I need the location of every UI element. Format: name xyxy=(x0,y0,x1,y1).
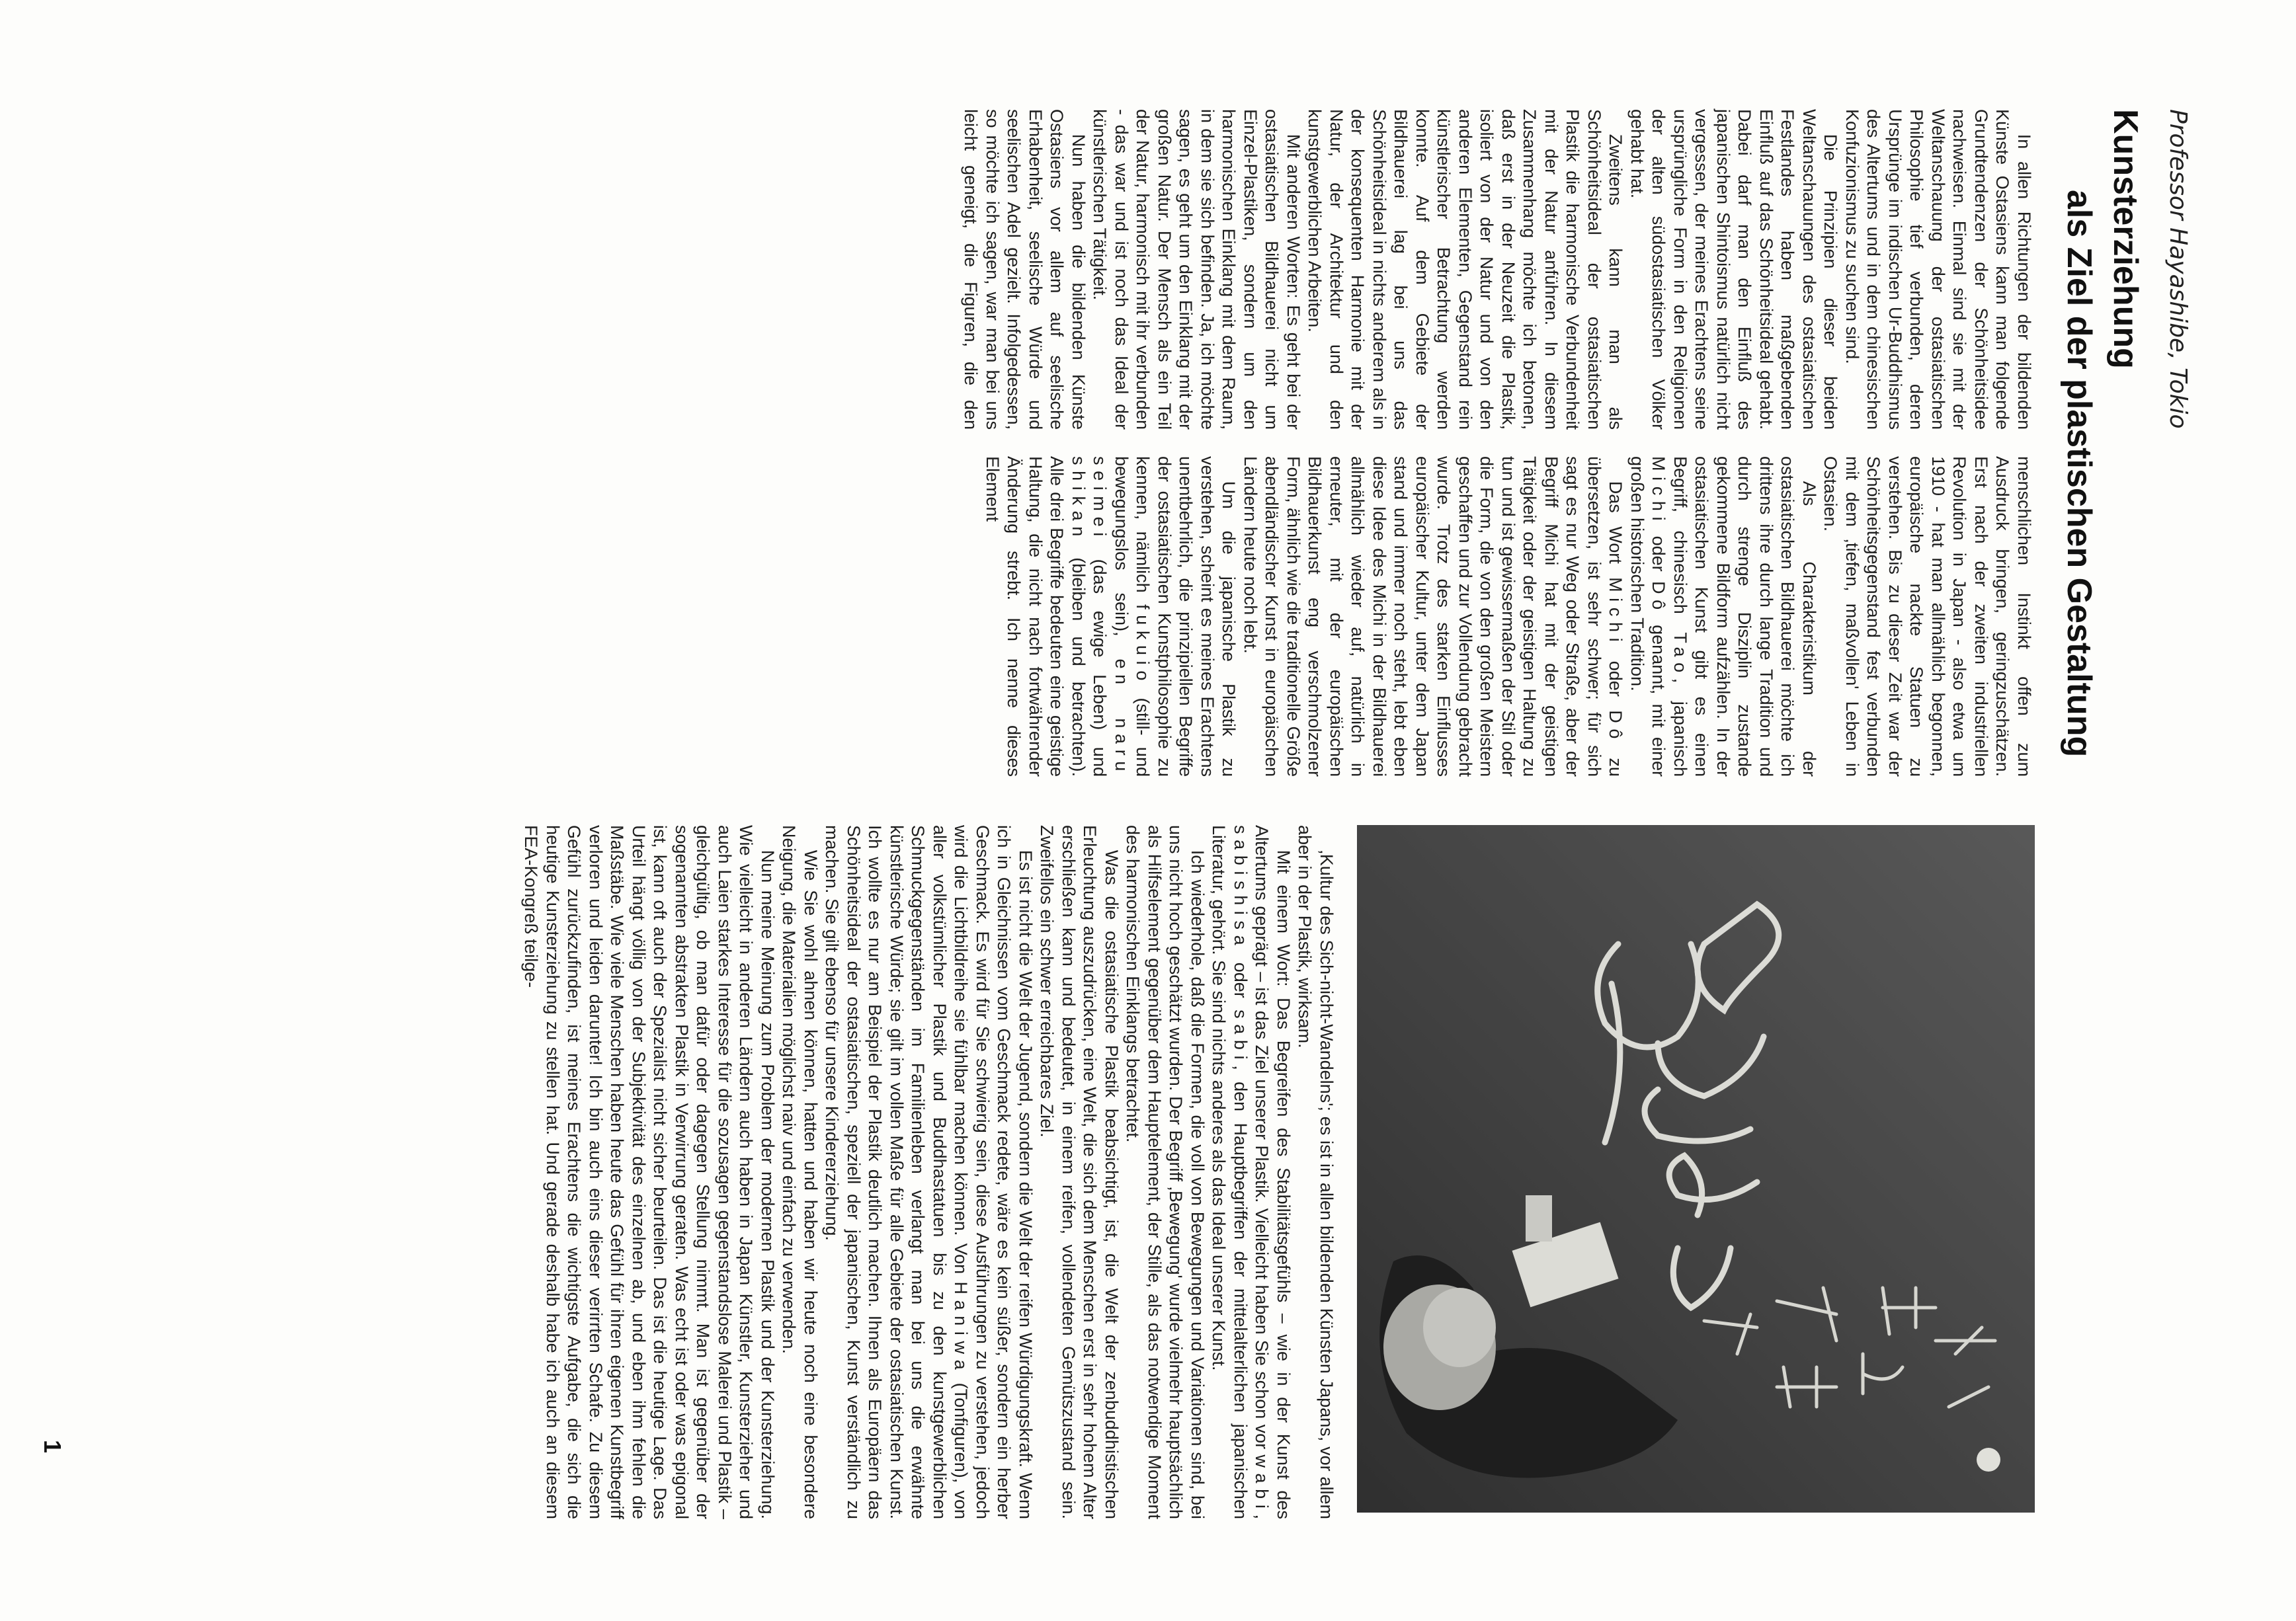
article-body-columns xyxy=(38,109,2035,777)
photo-calligraphy-lecturer xyxy=(1357,825,2035,1513)
paragraph: Wie Sie wohl ahnen können, hatten und haben wir heute noch eine besondere Neigung, die Materialien möglichst naiv und einfach zu verwenden. xyxy=(779,825,821,1519)
article-subtitle: als Ziel der plastischen Gestaltung xyxy=(2060,190,2098,758)
paragraph: Nun meine Meinung zum Problem der modernen Plastik und der Kunsterziehung. Wie vielleicht in anderen Ländern auch haben in Japan Künstler, Kunsterzieher und auch Laien starkes Interesse für die sozusagen gegenstandslose Malerei und Plastik – gleichgültig, ob man dafür oder dagegen Stellung nimmt. Man ist gegenüber der sogenannten abstrakten Plastik in Verwirrung geraten. Was echt ist oder was epigonal ist, kann oft auch der Spezialist nicht sicher beurteilen. Das ist die heutige Lage. Das Urteil hängt völlig von der Subjektivität des einzelnen ab, und eben ihm fehlen die Maßstäbe. Wie viele Menschen haben heute das Gefühl für ihren eigenen Kunstbegriff verloren und leiden darunter! Ich bin auch eins dieser verirrten Schafe. Zu diesem Gefühl zurückzufinden, ist meines Erachtens die wichtigste Aufgabe, die sich die heutige Kunsterziehung zu stellen hat. Und gerade deshalb habe ich auch an diesem FEA-Kongreß teilge- xyxy=(521,825,778,1519)
paragraph: Mit anderen Worten: Es geht bei der ostasiatischen Bildhauerei nicht um Einzel-Plastiken, sondern um den harmonischen Einklang mit dem Raum, in dem sie sich befinden. Ja, ich möchte sagen, es geht um den Einklang mit der großen Natur. Der Mensch als ein Teil der Natur, harmonisch mit ihr verbunden - das war und ist noch das Ideal der künstlerischen Tätigkeit. xyxy=(1090,109,1303,430)
article-body-right-column xyxy=(34,825,1337,1519)
paragraph: Es ist nicht die Welt der Jugend, sondern die Welt der reifen Würdigungskraft. Wenn ich in Gleichnissen vom Geschmack redete, wäre es kein süßer, sondern ein herber Geschmack. Es wird für Sie schwierig sein, diese Ausführungen zu verstehen, jedoch wird die Lichtbildreihe sie fühlbar machen können. Von Haniwa (Tonfiguren), von aller volkstümlicher Plastik und Buddhastatuen bis zu den kunstgewerblichen Schmuckgegenständen im Familienleben verlangt man bei uns die erwähnte künstlerische Würde; sie gilt im vollen Maße für alle Gebiete der ostasiatischen Kunst. Ich wollte es nur am Beispiel der Plastik deutlich machen. Ihnen als Europäern das Schönheitsideal der ostasiatischen, speziell der japanischen, Kunst verständlich zu machen. Sie gilt ebenso für unsere Kindererziehung. xyxy=(822,825,1036,1519)
page-number: 1 xyxy=(39,1440,66,1454)
paragraph: Als Charakteristikum der ostasiatischen Bildhauerei möchte ich drittens ihre durch lange Tradition und durch strenge Disziplin zustande gekommene Bildform aufzählen. In der ostasiatischen Kunst gibt es einen Begriff, chinesisch Tao, japanisch Michi oder Dô genannt, mit einer großen historischen Tradition. xyxy=(1627,456,1819,777)
paragraph: Was die ostasiatische Plastik beabsichtigt, ist, die Welt der zenbuddhistischen Erleuchtung auszudrücken, eine Welt, die sich dem Menschen erst in sehr hohem Alter erschließen kann und bedeutet, in einem reifen, vollendeten Gemütszustand sein. Zweifellos ein schwer erreichbares Ziel. xyxy=(1037,825,1122,1519)
photo-image xyxy=(1357,825,2035,1513)
paragraph: Nun haben die bildenden Künste Ostasiens vor allem auf seelische Erhabenheit, seelische Würde und seelischen Adel gezielt. Infolgedessen, so möchte ich sagen, war man bei uns leicht geneigt, die Figuren, die den menschlichen Instinkt offen zum Ausdruck bringen, geringzuschätzen. Erst nach der zweiten industriellen Revolution in Japan - also etwa um 1910 - hat man allmählich begonnen, europäische nackte Statuen zu verstehen. Bis zu dieser Zeit war der Schönheitsgegenstand fest verbunden mit dem ‚tiefen, maßvollen' Leben in Ostasien. xyxy=(961,109,2034,777)
paragraph: Das Wort Michi oder Dô zu übersetzen, ist sehr schwer; für sich sagt es nur Weg oder Straße, aber der Begriff Michi hat mit der geistigen Tätigkeit oder der geistigen Haltung zu tun und ist gewissermaßen der Stil oder die Form, die von den großen Meistern geschaffen und zur Vollendung gebracht wurde. Trotz des starken Einflusses europäischer Kultur, unter dem Japan stand und immer noch steht, lebt eben diese Idee des Michi in der Bildhauerei allmählich wieder auf, natürlich in erneuter, mit der europäischen Bildhauerkunst eng verschmolzener Form, ähnlich wie die traditionelle Größe abendländischer Kunst in europäischen Ländern heute noch lebt. xyxy=(1241,456,1626,777)
paragraph: ‚Kultur des Sich-nicht-Wandelns'; es ist in allen bildenden Künsten Japans, vor allem aber in der Plastik, wirksam. xyxy=(1295,825,1336,1519)
paragraph: Ich wiederhole, daß die Formen, die voll von Bewegungen und Variationen sind, bei uns nicht hoch geschätzt wurden. Der Begriff ‚Bewegung' wurde vielmehr hauptsächlich als Hilfselement gegenüber dem Hauptelement, der Stille, als das notwendige Moment des harmonischen Einklangs betrachtet. xyxy=(1123,825,1208,1519)
paragraph: Mit einem Wort: Das Begreifen des Stabilitätsgefühls – wie in der Kunst des Altertums geprägt – ist das Ziel unserer Plastik. Vielleicht haben Sie schon vor wabi, sabishisa oder sabi, den Hauptbegriffen der mittelalterlichen japanischen Literatur, gehört. Sie sind nichts anderes als das Ideal unserer Kunst. xyxy=(1209,825,1293,1519)
paragraph: Um die japanische Plastik zu verstehen, scheint es meines Erachtens unentbehrlich, die prinzipiellen Begriffe der ostasiatischen Kunstphilosophie zu kennen, nämlich fukuio (still- und bewegungslos sein), en naru seimei (das ewige Leben) und shikan (bleiben und betrachten). Alle drei Begriffe bedeuten eine geistige Haltung, die nicht nach fortwährender Änderung strebt. Ich nenne dieses Element xyxy=(983,456,1239,777)
author-line: Professor Hayashibe, Tokio xyxy=(2164,109,2192,429)
paragraph: In allen Richtungen der bildenden Künste Ostasiens kann man folgende Grundtendenzen der Schönheitsidee nachweisen. Einmal sind sie mit der Weltanschauung der ostasiatischen Philosophie tief verbunden, deren Ursprünge im indischen Ur-Buddhismus des Altertums und in dem chinesischen Konfuzionismus zu suchen sind. xyxy=(1842,109,2034,430)
paragraph: Die Prinzipien dieser beiden Weltanschauungen des ostasiatischen Festlandes haben maßgebenden Einfluß auf das Schönheitsideal gehabt. Dabei darf man den Einfluß des japanischen Shintoismus natürlich nicht vergessen, der meines Erachtens seine ursprüngliche Form in den Religionen der alten südostasiatischen Völker gehabt hat. xyxy=(1627,109,1841,430)
article-title: Kunsterziehung xyxy=(2106,109,2145,369)
paragraph: Zweitens kann man als Schönheitsideal der ostasiatischen Plastik die harmonische Verbundenheit mit der Natur anführen. In diesem Zusammenhang möchte ich betonen, daß erst in der Neuzeit die Plastik, isoliert von der Natur und von den anderen Elementen, Gegenstand rein künstlerischer Betrachtung werden konnte. Auf dem Gebiete der Bildhauerei lag bei uns das Schönheitsideal in nichts anderem als in der konsequenten Harmonie mit der Natur, der Architektur und den kunstgewerblichen Arbeiten. xyxy=(1305,109,1626,430)
